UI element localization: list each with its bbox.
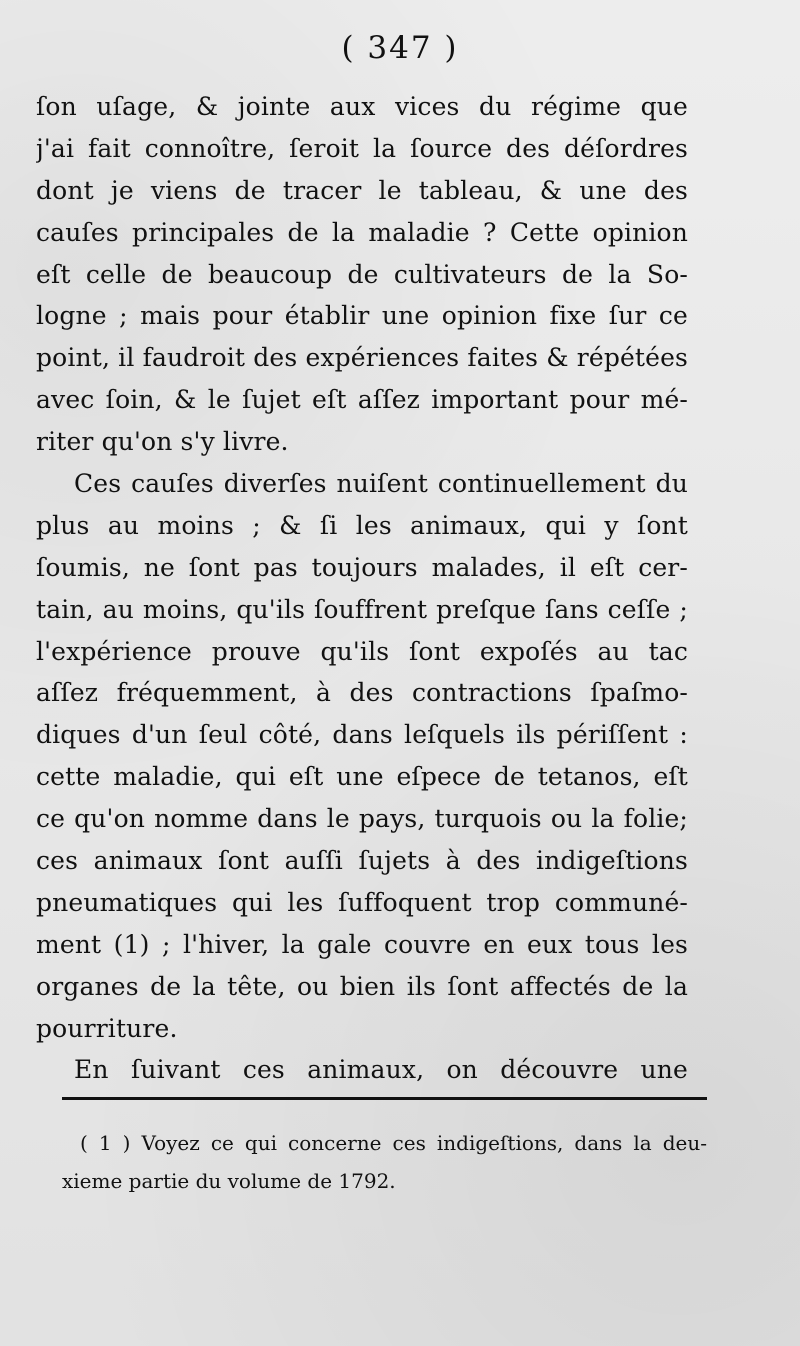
page-number: ( 347 )	[341, 30, 459, 66]
text-line: pourriture.	[36, 1013, 178, 1043]
text-line: j'ai fait connoître, ſeroit la ſource des déſordres	[36, 133, 688, 163]
footnote	[62, 1124, 707, 1200]
text-line: pneumatiques qui les ſuffoquent trop communé-	[36, 887, 688, 917]
text-line: diques d'un ſeul côté, dans leſquels ils périſſent :	[36, 720, 688, 750]
body-text	[36, 86, 688, 1091]
text-line: ſoumis, ne ſont pas toujours malades, il eſt cer-	[36, 552, 688, 582]
text-line: Ces cauſes diverſes nuiſent continuellement du	[74, 469, 688, 499]
text-line: aſſez fréquemment, à des contractions ſpaſmo-	[36, 678, 688, 708]
text-line: cauſes principales de la maladie ? Cette opinion	[36, 217, 688, 247]
text-line: eſt celle de beaucoup de cultivateurs de la So-	[36, 259, 688, 289]
text-line: avec ſoin, & le ſujet eſt aſſez important pour mé-	[36, 385, 688, 415]
text-line: cette maladie, qui eſt une eſpece de tetanos, eſt	[36, 762, 688, 792]
text-line: ce qu'on nomme dans le pays, turquois ou la folie;	[36, 804, 688, 834]
text-line: ſon uſage, & jointe aux vices du régime que	[36, 92, 688, 121]
text-line: riter qu'on s'y livre.	[36, 427, 289, 457]
text-line: tain, au moins, qu'ils ſouffrent preſque ſans ceſſe ;	[36, 594, 688, 624]
footnote-line: ( 1 ) Voyez ce qui concerne ces indigeſtions, dans la deu-	[80, 1131, 707, 1155]
text-line: ces animaux ſont auſſi ſujets à des indigeſtions	[36, 846, 688, 876]
text-line: plus au moins ; & ſi les animaux, qui y ſont	[36, 510, 688, 540]
footnote-rule	[62, 1097, 707, 1100]
text-line: dont je viens de tracer le tableau, & une des	[36, 175, 688, 205]
text-line: En ſuivant ces animaux, on découvre une	[74, 1055, 688, 1085]
text-line: organes de la tête, ou bien ils ſont affectés de la	[36, 971, 688, 1001]
text-line: ment (1) ; l'hiver, la gale couvre en eux tous les	[36, 929, 688, 959]
footnote-line: xieme partie du volume de 1792.	[62, 1169, 396, 1193]
text-line: l'expérience prouve qu'ils ſont expoſés au tac	[36, 636, 688, 666]
text-line: logne ; mais pour établir une opinion fixe ſur ce	[36, 301, 688, 331]
text-line: point, il faudroit des expériences faites & répétées	[36, 343, 688, 373]
